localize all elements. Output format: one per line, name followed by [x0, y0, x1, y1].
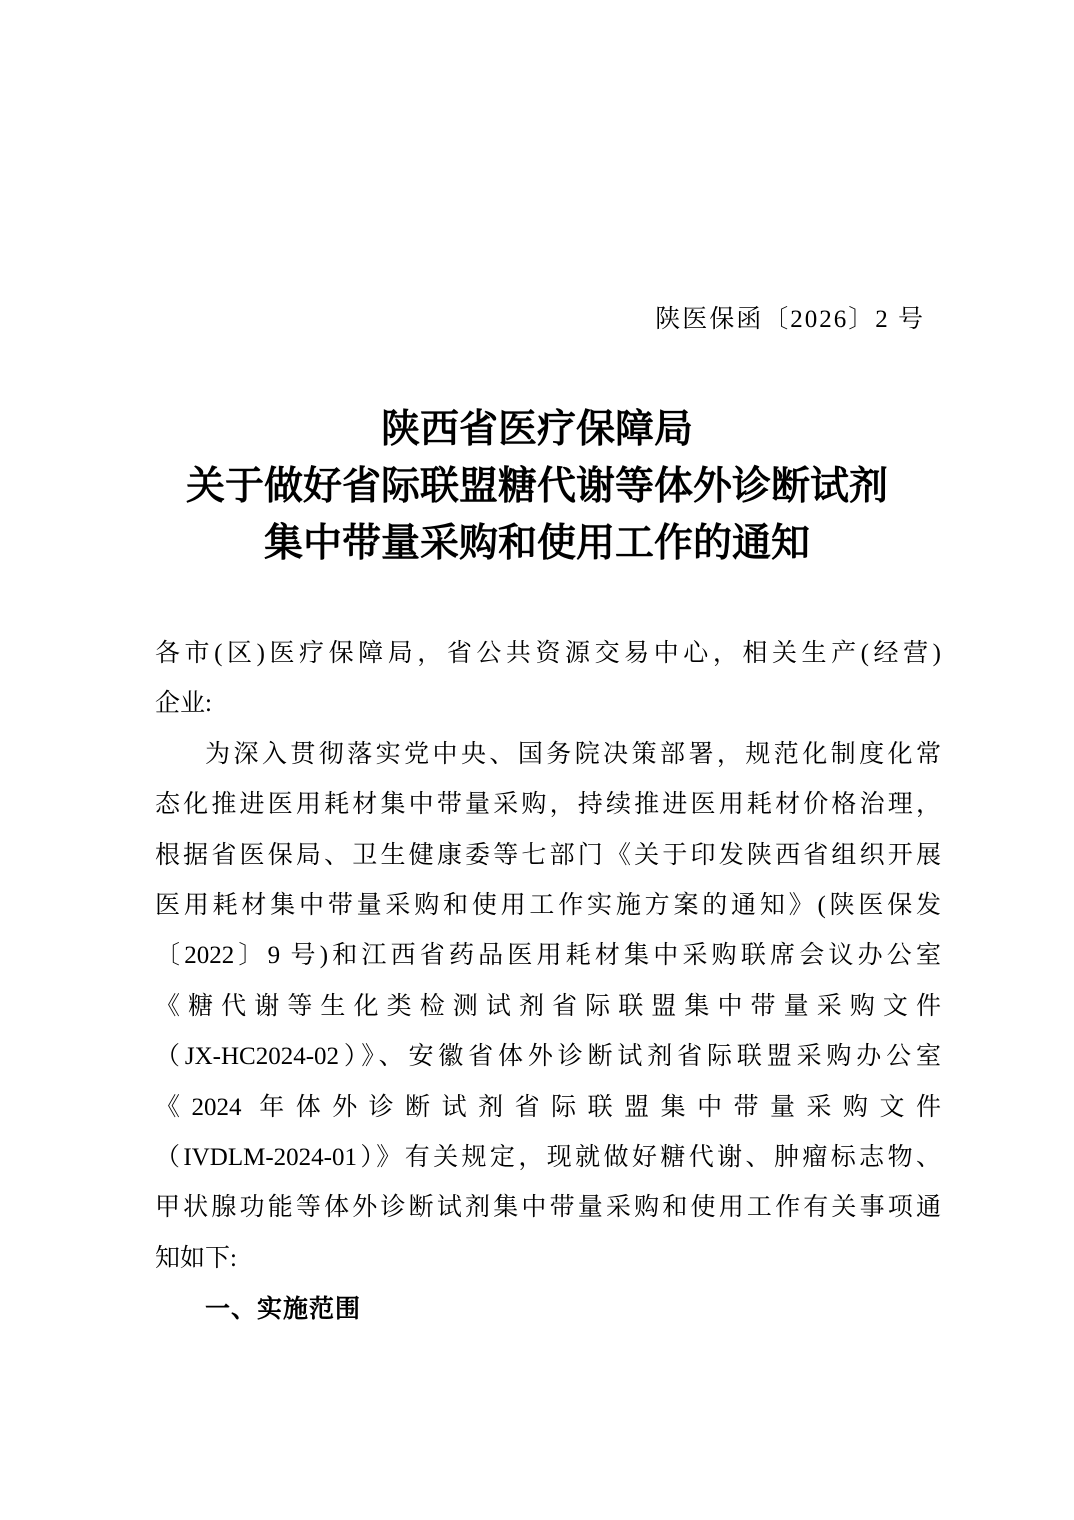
document-title-line3: 集中带量采购和使用工作的通知: [263, 522, 810, 565]
document-title: [0, 401, 1074, 572]
body-line: 态化推进医用耗材集中带量采购，持续推进医用耗材价格治理，: [155, 791, 941, 819]
body-line: （JX-HC2024-02）》、安徽省体外诊断试剂省际联盟采购办公室: [155, 1043, 941, 1071]
document-body: [155, 629, 941, 1334]
body-line: 根据省医保局、卫生健康委等七部门《关于印发陕西省组织开展: [155, 841, 941, 869]
salutation-line: 企业:: [155, 690, 212, 718]
body-line: 〔2022〕9 号)和江西省药品医用耗材集中采购联席会议办公室: [155, 942, 941, 970]
body-line: 《2024 年体外诊断试剂省际联盟集中带量采购文件: [155, 1093, 941, 1121]
body-line: 医用耗材集中带量采购和使用工作实施方案的通知》(陕医保发: [155, 891, 941, 919]
document-title-line1: 陕西省医疗保障局: [380, 408, 693, 451]
salutation-line: 各市(区)医疗保障局，省公共资源交易中心，相关生产(经营): [155, 640, 941, 667]
body-line: 为深入贯彻落实党中央、国务院决策部署，规范化制度化常: [205, 740, 941, 768]
body-line: 《糖代谢等生化类检测试剂省际联盟集中带量采购文件: [155, 992, 941, 1020]
section-heading: 一、实施范围: [205, 1295, 362, 1324]
document-title-line2: 关于做好省际联盟糖代谢等体外诊断试剂: [185, 465, 888, 508]
body-line: 知如下:: [155, 1244, 237, 1272]
doc-number: 陕医保函〔2026〕2 号: [655, 306, 925, 333]
body-line: （IVDLM-2024-01）》有关规定，现就做好糖代谢、肿瘤标志物、: [155, 1143, 941, 1171]
body-line: 甲状腺功能等体外诊断试剂集中带量采购和使用工作有关事项通: [155, 1194, 941, 1222]
